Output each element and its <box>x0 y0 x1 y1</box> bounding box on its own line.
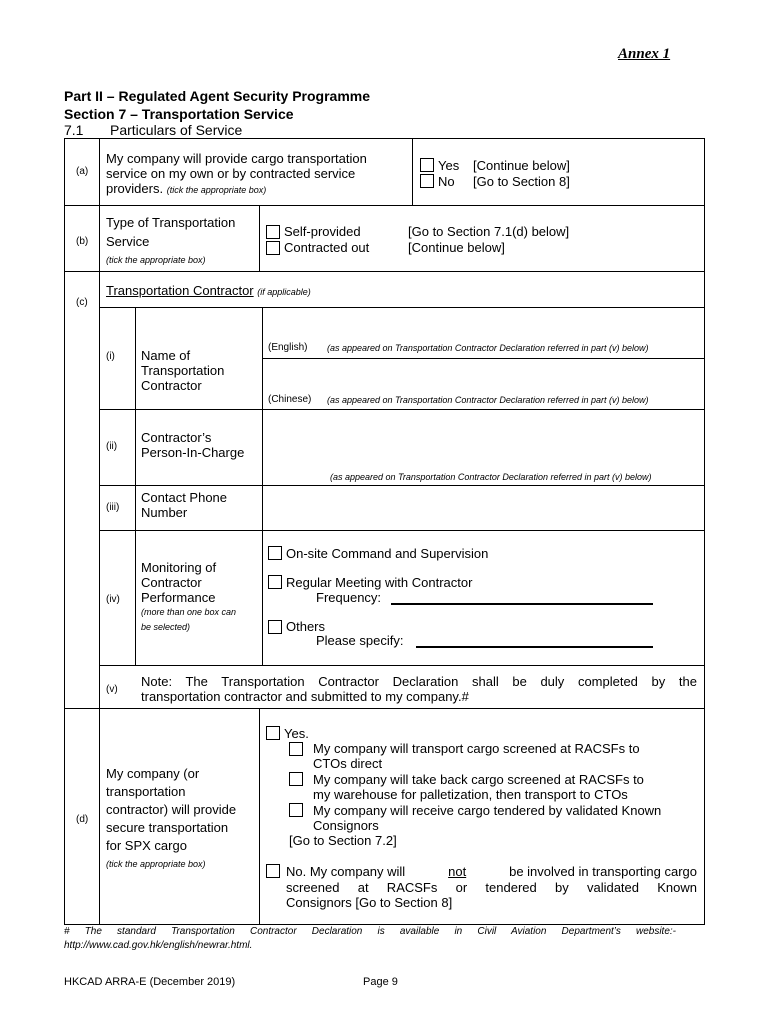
row-d-no-checkbox[interactable] <box>266 864 280 878</box>
row-d-text-4: secure transportation <box>106 820 229 835</box>
specify-input[interactable] <box>416 646 653 648</box>
row-c-i-label: (i) <box>106 351 115 362</box>
row-c-i-text-3: Contractor <box>141 378 202 393</box>
footer-left: HKCAD ARRA-E (December 2019) <box>64 976 236 988</box>
frequency-input[interactable] <box>391 603 653 605</box>
row-d-yes-label: Yes. <box>284 726 309 741</box>
row-c-i-english-label: (English) <box>268 342 308 353</box>
row-c-heading <box>106 283 311 300</box>
row-a-hint: (tick the appropriate box) <box>166 185 267 195</box>
subsection-number: 7.1 <box>64 122 84 138</box>
row-b-self-checkbox[interactable] <box>266 225 280 239</box>
row-c-ii-label: (ii) <box>106 441 118 452</box>
row-c-heading-text: Transportation Contractor <box>106 283 254 298</box>
row-a-text-1: My company will provide cargo transportation <box>106 151 367 166</box>
row-d-sub-3-checkbox[interactable] <box>289 803 303 817</box>
row-c-i-chinese-note: (as appeared on Transportation Contractor Declaration referred in part (v) below) <box>327 395 649 405</box>
row-c-ii-text-1: Contractor’s <box>141 430 212 445</box>
row-d-sub-2b: my warehouse for palletization, then transport to CTOs <box>313 787 628 802</box>
row-a-no-label: No <box>438 174 455 189</box>
row-b-contract-label: Contracted out <box>284 240 370 255</box>
row-d-no-1c: be involved in transporting cargo <box>509 864 697 879</box>
row-d-no-1a: No. My company will <box>286 864 406 879</box>
row-d-sub-1b: CTOs direct <box>313 756 383 771</box>
row-d-goto: [Go to Section 7.2] <box>289 833 397 848</box>
row-a-text-3-main: providers. <box>106 181 164 196</box>
row-d-yes-checkbox[interactable] <box>266 726 280 740</box>
row-c-iii-text-2: Number <box>141 505 188 520</box>
row-d-text-2: transportation <box>106 784 186 799</box>
row-c-iv-text-3: Performance <box>141 590 216 605</box>
row-b-contract-checkbox[interactable] <box>266 241 280 255</box>
row-c-i-text-2: Transportation <box>141 363 225 378</box>
row-d-sub-3b: Consignors <box>313 818 379 833</box>
row-c-heading-hint: (if applicable) <box>257 287 311 297</box>
row-c-iii-text-1: Contact Phone <box>141 490 228 505</box>
row-a-yes-note: [Continue below] <box>473 158 570 173</box>
row-c-i-text-1: Name of <box>141 348 191 363</box>
row-c-iv-label: (iv) <box>106 594 120 605</box>
footnote-1: # The standard Transportation Contractor Declaration is available in Civil Aviation Department’s website:- <box>64 926 676 937</box>
row-d-label: (d) <box>76 814 89 825</box>
row-b-contract-note: [Continue below] <box>408 240 505 255</box>
row-d-text-1: My company (or <box>106 766 200 781</box>
row-b-hint: (tick the appropriate box) <box>106 255 206 265</box>
row-c-iv-hint-1: (more than one box can <box>141 607 237 617</box>
row-c-label: (c) <box>76 297 88 308</box>
row-d-sub-1a: My company will transport cargo screened at RACSFs to <box>313 741 640 756</box>
row-a-text-3 <box>106 181 266 198</box>
row-a-text-2: service on my own or by contracted service <box>106 166 356 181</box>
row-a-label: (a) <box>76 166 89 177</box>
row-b-text-1: Type of Transportation <box>106 215 236 230</box>
row-d-hint: (tick the appropriate box) <box>106 859 206 869</box>
row-c-iv-hint-2: be selected) <box>141 622 191 632</box>
row-d-text-3: contractor) will provide <box>106 802 237 817</box>
specify-label: Please specify: <box>316 633 404 648</box>
footer-page: Page 9 <box>363 976 398 988</box>
others-label: Others <box>286 619 326 634</box>
row-d-sub-1-checkbox[interactable] <box>289 742 303 756</box>
row-c-ii-text-2: Person-In-Charge <box>141 445 245 460</box>
row-c-ii-note: (as appeared on Transportation Contractor Declaration referred in part (v) below) <box>330 472 652 482</box>
part-title: Part II – Regulated Agent Security Programme <box>64 88 371 104</box>
row-d-no-2: screened at RACSFs or tendered by validated Known <box>286 880 697 895</box>
row-b-text-2: Service <box>106 234 150 249</box>
meeting-checkbox[interactable] <box>268 575 282 589</box>
row-d-sub-2-checkbox[interactable] <box>289 772 303 786</box>
row-d-no-line-1 <box>286 864 697 879</box>
row-c-iii-label: (iii) <box>106 502 120 513</box>
row-b-label: (b) <box>76 236 89 247</box>
row-d-sub-3a: My company will receive cargo tendered by validated Known <box>313 803 662 818</box>
onsite-label: On-site Command and Supervision <box>286 546 489 561</box>
subsection-title: Particulars of Service <box>110 122 243 138</box>
row-b-self-label: Self-provided <box>284 224 361 239</box>
row-c-v-note-2: transportation contractor and submitted to my company.# <box>141 689 469 704</box>
row-c-i-chinese-label: (Chinese) <box>268 394 312 405</box>
meeting-label: Regular Meeting with Contractor <box>286 575 473 590</box>
frequency-label: Frequency: <box>316 590 382 605</box>
row-a-no-note: [Go to Section 8] <box>473 174 570 189</box>
row-c-v-label: (v) <box>106 684 118 695</box>
row-c-iv-text-2: Contractor <box>141 575 202 590</box>
row-c-iv-text-1: Monitoring of <box>141 560 217 575</box>
row-a-yes-checkbox[interactable] <box>420 158 434 172</box>
row-d-sub-2a: My company will take back cargo screened at RACSFs to <box>313 772 644 787</box>
row-a-yes-label: Yes <box>438 158 460 173</box>
row-d-no-1b: not <box>448 864 467 879</box>
row-d-no-3: Consignors [Go to Section 8] <box>286 895 453 910</box>
row-c-i-english-note: (as appeared on Transportation Contractor Declaration referred in part (v) below) <box>327 343 649 353</box>
footnote-2[interactable]: http://www.cad.gov.hk/english/newrar.html. <box>64 940 253 951</box>
section-title: Section 7 – Transportation Service <box>64 106 294 122</box>
annex-label: Annex 1 <box>618 46 671 62</box>
row-d-text-5: for SPX cargo <box>106 838 187 853</box>
row-c-v-note-1: Note: The Transportation Contractor Declaration shall be duly completed by the <box>141 674 697 689</box>
others-checkbox[interactable] <box>268 620 282 634</box>
row-a-no-checkbox[interactable] <box>420 174 434 188</box>
row-b-self-note: [Go to Section 7.1(d) below] <box>408 224 570 239</box>
onsite-checkbox[interactable] <box>268 546 282 560</box>
